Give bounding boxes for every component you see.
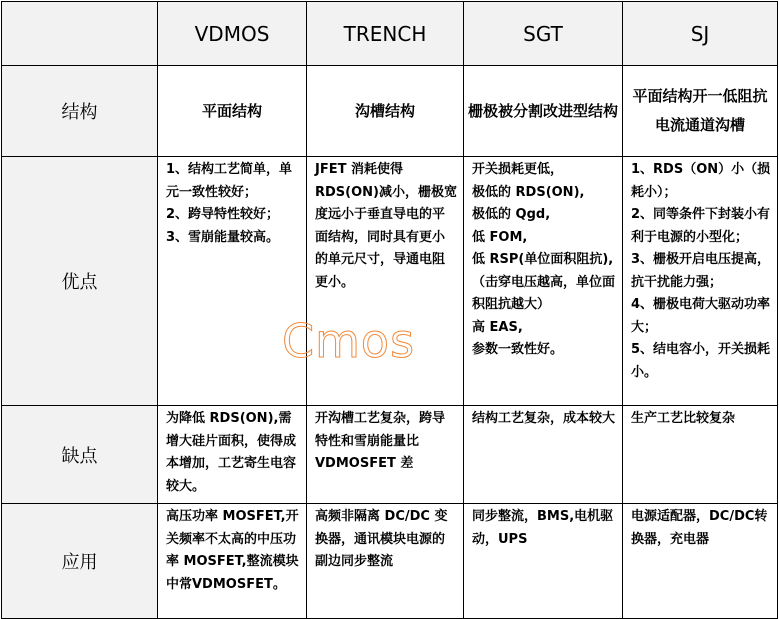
pros-vdmos (158, 157, 307, 406)
apps-row (2, 504, 778, 619)
pros-sgt-line: 极低的 RDS(ON), (472, 184, 585, 200)
pros-sgt-line: 开关损耗更低， (472, 162, 564, 177)
structure-sj: 平面结构开一低阻抗电流通道沟槽 (623, 66, 778, 157)
cons-sgt: 结构工艺复杂，成本较大 (464, 406, 623, 504)
pros-sgt-line: 极低的 Qgd, (472, 207, 551, 222)
pros-sj (623, 157, 778, 406)
col-header-sj: SJ (623, 2, 778, 66)
cons-vdmos: 为降低 RDS(ON),需增大硅片面积，使得成本增加，工艺寄生电容较大。 (158, 406, 307, 504)
cons-sj: 生产工艺比较复杂 (623, 406, 778, 504)
cons-trench: 开沟槽工艺复杂，跨导特性和雪崩能量比VDMOSFET 差 (307, 406, 464, 504)
watermark-text: Cmos (282, 314, 416, 368)
apps-vdmos: 高压功率 MOSFET,开关频率不太高的中压功率 MOSFET,整流模块中常VDMOSFET。 (158, 504, 307, 619)
structure-vdmos: 平面结构 (158, 66, 307, 157)
row-label-structure: 结构 (2, 66, 158, 157)
row-label-apps: 应用 (2, 504, 158, 619)
pros-trench-text: JFET 消耗使得RDS(ON)减小，栅极宽度远小于垂直导电的平面结构，同时具有更小的单元尺寸，导通电阻更小。 (315, 162, 457, 290)
pros-vdmos-line: 3、雪崩能量较高。 (166, 229, 280, 245)
pros-sj-line: 2、同等条件下封装小有利于电源的小型化； (631, 207, 771, 245)
row-label-cons: 缺点 (2, 406, 158, 504)
pros-sgt-line: 参数一致性好。 (472, 342, 564, 357)
pros-sj-line: 3、栅极开启电压提高，抗干扰能力强； (631, 252, 771, 290)
col-header-vdmos: VDMOS (158, 2, 307, 66)
pros-sgt-line: 高 EAS, (472, 319, 523, 335)
pros-sgt-line: 低 FOM, (472, 229, 528, 245)
pros-sgt (464, 157, 623, 406)
structure-row (2, 66, 778, 157)
pros-row (2, 157, 778, 406)
structure-trench: 沟槽结构 (307, 66, 464, 157)
col-header-sgt: SGT (464, 2, 623, 66)
cons-row (2, 406, 778, 504)
pros-trench (307, 157, 464, 406)
col-header-trench: TRENCH (307, 2, 464, 66)
corner-cell (2, 2, 158, 66)
header-row (2, 2, 778, 66)
comparison-table (1, 1, 778, 619)
pros-vdmos-line: 2、跨导特性较好； (166, 207, 280, 222)
apps-sj: 电源适配器，DC/DC转换器，充电器 (623, 504, 778, 619)
structure-sgt: 栅极被分割改进型结构 (464, 66, 623, 157)
pros-sj-line: 5、结电容小，开关损耗小。 (631, 342, 771, 380)
pros-sj-line: 4、栅极电荷大驱动功率大； (631, 297, 771, 335)
row-label-pros: 优点 (2, 157, 158, 406)
apps-sgt: 同步整流，BMS,电机驱动，UPS (464, 504, 623, 619)
pros-vdmos-line: 1、结构工艺简单，单元一致性较好； (166, 162, 293, 200)
apps-trench: 高频非隔离 DC/DC 变换器，通讯模块电源的副边同步整流 (307, 504, 464, 619)
pros-sgt-line: 低 RSP(单位面积阻抗),（击穿电压越高，单位面积阻抗越大） (472, 252, 616, 312)
pros-sj-line: 1、RDS（ON）小（损耗小）； (631, 162, 771, 200)
